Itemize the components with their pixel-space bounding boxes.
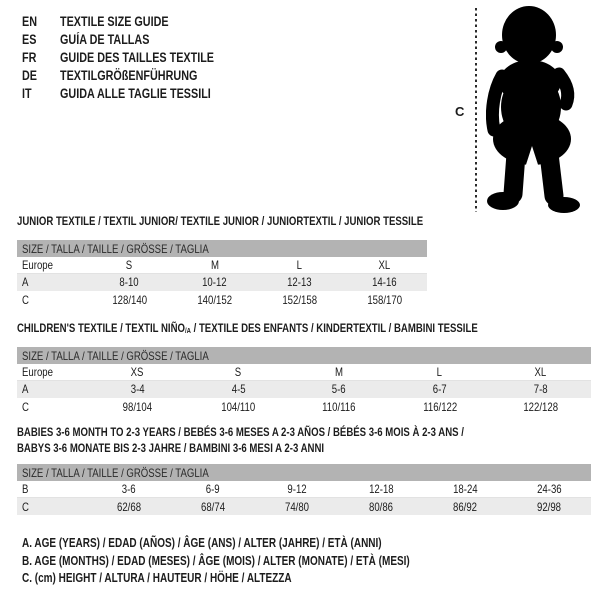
- table-cell: [507, 482, 591, 496]
- table-cell: [87, 500, 171, 514]
- cell-text: 92/98: [536, 499, 562, 514]
- cell-text: L: [437, 365, 443, 379]
- row-label: [17, 400, 87, 414]
- cell-text: A: [22, 275, 29, 289]
- cell-text: 140/152: [197, 292, 232, 307]
- row-label: [17, 258, 87, 272]
- language-title: TEXTILGRÖßENFÜHRUNG: [60, 67, 198, 83]
- language-title-list: [22, 12, 253, 102]
- table-cell: [172, 275, 257, 289]
- language-row: [22, 84, 253, 102]
- height-measure-label: C: [455, 104, 465, 119]
- table-cell: [423, 500, 507, 514]
- cell-text: 6-7: [432, 382, 447, 396]
- legend-line: C. (cm) HEIGHT / ALTURA / HAUTEUR / HÖHE / ALTEZZA: [22, 571, 292, 585]
- table-cell: [87, 275, 172, 289]
- cell-text: M: [334, 365, 343, 379]
- table-cell: [342, 275, 427, 289]
- cell-text: 5-6: [332, 382, 346, 396]
- table-cell: [87, 365, 188, 379]
- language-row: [22, 30, 253, 48]
- language-title: TEXTILE SIZE GUIDE: [60, 13, 169, 29]
- table-cell: [342, 258, 427, 272]
- cell-text: 80/86: [368, 499, 394, 514]
- table-cell: [389, 400, 490, 414]
- table-cell: [490, 400, 591, 414]
- table-cell: [255, 500, 339, 514]
- cell-text: 3-6: [122, 482, 136, 496]
- section-title-junior: JUNIOR TEXTILE / TEXTIL JUNIOR/ TEXTILE JUNIOR / JUNIORTEXTIL / JUNIOR TESSILE: [17, 214, 424, 228]
- table-cell: [339, 482, 423, 496]
- table-row: [17, 398, 591, 415]
- legend-line: A. AGE (YEARS) / EDAD (AÑOS) / ÂGE (ANS) / ALTER (JAHRE) / ETÀ (ANNI): [22, 536, 382, 550]
- cell-text: B: [22, 482, 29, 496]
- section-title-children: CHILDREN'S TEXTILE / TEXTIL NIÑO/A / TEXTILE DES ENFANTS / KINDERTEXTIL / BAMBINI TESSILE: [17, 321, 478, 336]
- cell-text: 98/104: [122, 399, 153, 414]
- table-cell: [423, 482, 507, 496]
- toddler-silhouette-icon: [486, 4, 596, 214]
- size-table-junior: [17, 240, 427, 308]
- size-header-bar: [17, 347, 591, 364]
- size-table-children: [17, 347, 591, 415]
- row-label: [17, 500, 87, 514]
- table-row: [17, 381, 591, 398]
- table-cell: [188, 365, 289, 379]
- row-label: [17, 293, 87, 307]
- cell-text: 128/140: [112, 292, 147, 307]
- cell-text: Europe: [22, 258, 53, 272]
- size-header-text: SIZE / TALLA / TAILLE / GRÖSSE / TAGLIA: [22, 348, 209, 363]
- cell-text: S: [126, 258, 133, 272]
- table-cell: [507, 500, 591, 514]
- language-code: IT: [22, 85, 32, 101]
- size-header-bar: [17, 464, 591, 481]
- cell-text: 24-36: [536, 482, 562, 496]
- height-dashed-line: [475, 8, 477, 212]
- table-cell: [188, 400, 289, 414]
- size-header-text: SIZE / TALLA / TAILLE / GRÖSSE / TAGLIA: [22, 465, 209, 480]
- cell-text: XL: [534, 365, 547, 379]
- language-row: [22, 66, 253, 84]
- table-cell: [339, 500, 423, 514]
- size-header-bar: [17, 240, 427, 257]
- cell-text: 116/122: [422, 399, 457, 414]
- table-cell: [172, 293, 257, 307]
- cell-text: 12-13: [287, 275, 312, 289]
- table-row: [17, 481, 591, 498]
- table-row: [17, 274, 427, 291]
- row-label: [17, 275, 87, 289]
- cell-text: 158/170: [367, 292, 402, 307]
- language-row: [22, 12, 253, 30]
- table-cell: [171, 500, 255, 514]
- cell-text: 7-8: [533, 382, 548, 396]
- cell-text: Europe: [22, 365, 53, 379]
- language-code: DE: [22, 67, 38, 83]
- table-row: [17, 364, 591, 381]
- section-title-babies: BABIES 3-6 MONTH TO 2-3 YEARS / BEBÉS 3-6 MESES A 2-3 AÑOS / BÉBÉS 3-6 MOIS À 2-3 ANS / BABYS 3-6 MONATE BIS 2-3 JAHRE / BAMBINI 3-6 MESI A 2-3 ANNI: [17, 425, 464, 455]
- cell-text: 86/92: [452, 499, 478, 514]
- table-cell: [289, 400, 390, 414]
- table-row: [17, 257, 427, 274]
- cell-text: 14-16: [372, 275, 397, 289]
- cell-text: 12-18: [368, 482, 394, 496]
- table-cell: [490, 365, 591, 379]
- row-label: [17, 482, 87, 496]
- table-cell: [389, 365, 490, 379]
- table-cell: [87, 400, 188, 414]
- table-cell: [188, 382, 289, 396]
- table-cell: [257, 258, 342, 272]
- cell-text: 152/158: [282, 292, 317, 307]
- cell-text: 4-5: [231, 382, 246, 396]
- cell-text: 62/68: [116, 499, 142, 514]
- language-code: FR: [22, 49, 37, 65]
- cell-text: M: [210, 258, 219, 272]
- language-code: ES: [22, 31, 37, 47]
- cell-text: 122/128: [523, 399, 558, 414]
- table-cell: [257, 293, 342, 307]
- row-label: [17, 365, 87, 379]
- measure-legend: [22, 536, 507, 589]
- cell-text: 104/110: [221, 399, 256, 414]
- cell-text: C: [22, 292, 29, 307]
- table-cell: [289, 365, 390, 379]
- cell-text: L: [296, 258, 303, 272]
- language-title: GUIDA ALLE TAGLIE TESSILI: [60, 85, 211, 101]
- table-cell: [342, 293, 427, 307]
- cell-text: 110/116: [322, 399, 356, 414]
- table-cell: [255, 482, 339, 496]
- table-row: [17, 291, 427, 308]
- row-label: [17, 382, 87, 396]
- table-cell: [87, 482, 171, 496]
- cell-text: 8-10: [119, 275, 140, 289]
- language-title: GUÍA DE TALLAS: [60, 31, 150, 47]
- cell-text: 3-4: [130, 382, 145, 396]
- table-cell: [257, 275, 342, 289]
- legend-line: B. AGE (MONTHS) / EDAD (MESES) / ÂGE (MOIS) / ALTER (MONATE) / ETÀ (MESI): [22, 553, 410, 568]
- size-table-babies: [17, 464, 591, 515]
- size-header-text: SIZE / TALLA / TAILLE / GRÖSSE / TAGLIA: [22, 241, 209, 256]
- cell-text: S: [234, 365, 242, 379]
- table-cell: [289, 382, 390, 396]
- table-cell: [389, 382, 490, 396]
- cell-text: XL: [378, 258, 391, 272]
- cell-text: 6-9: [206, 482, 220, 496]
- cell-text: XS: [130, 365, 144, 379]
- cell-text: A: [22, 382, 29, 396]
- language-code: EN: [22, 13, 38, 29]
- cell-text: 10-12: [202, 275, 227, 289]
- cell-text: 18-24: [452, 482, 478, 496]
- language-row: [22, 48, 253, 66]
- cell-text: C: [22, 399, 29, 414]
- language-title: GUIDE DES TAILLES TEXTILE: [60, 49, 215, 65]
- table-cell: [172, 258, 257, 272]
- cell-text: C: [22, 499, 29, 514]
- cell-text: 9-12: [287, 482, 307, 496]
- table-cell: [490, 382, 591, 396]
- table-cell: [87, 382, 188, 396]
- cell-text: 74/80: [284, 499, 310, 514]
- table-row: [17, 498, 591, 515]
- cell-text: 68/74: [200, 499, 226, 514]
- table-cell: [87, 293, 172, 307]
- table-cell: [171, 482, 255, 496]
- table-cell: [87, 258, 172, 272]
